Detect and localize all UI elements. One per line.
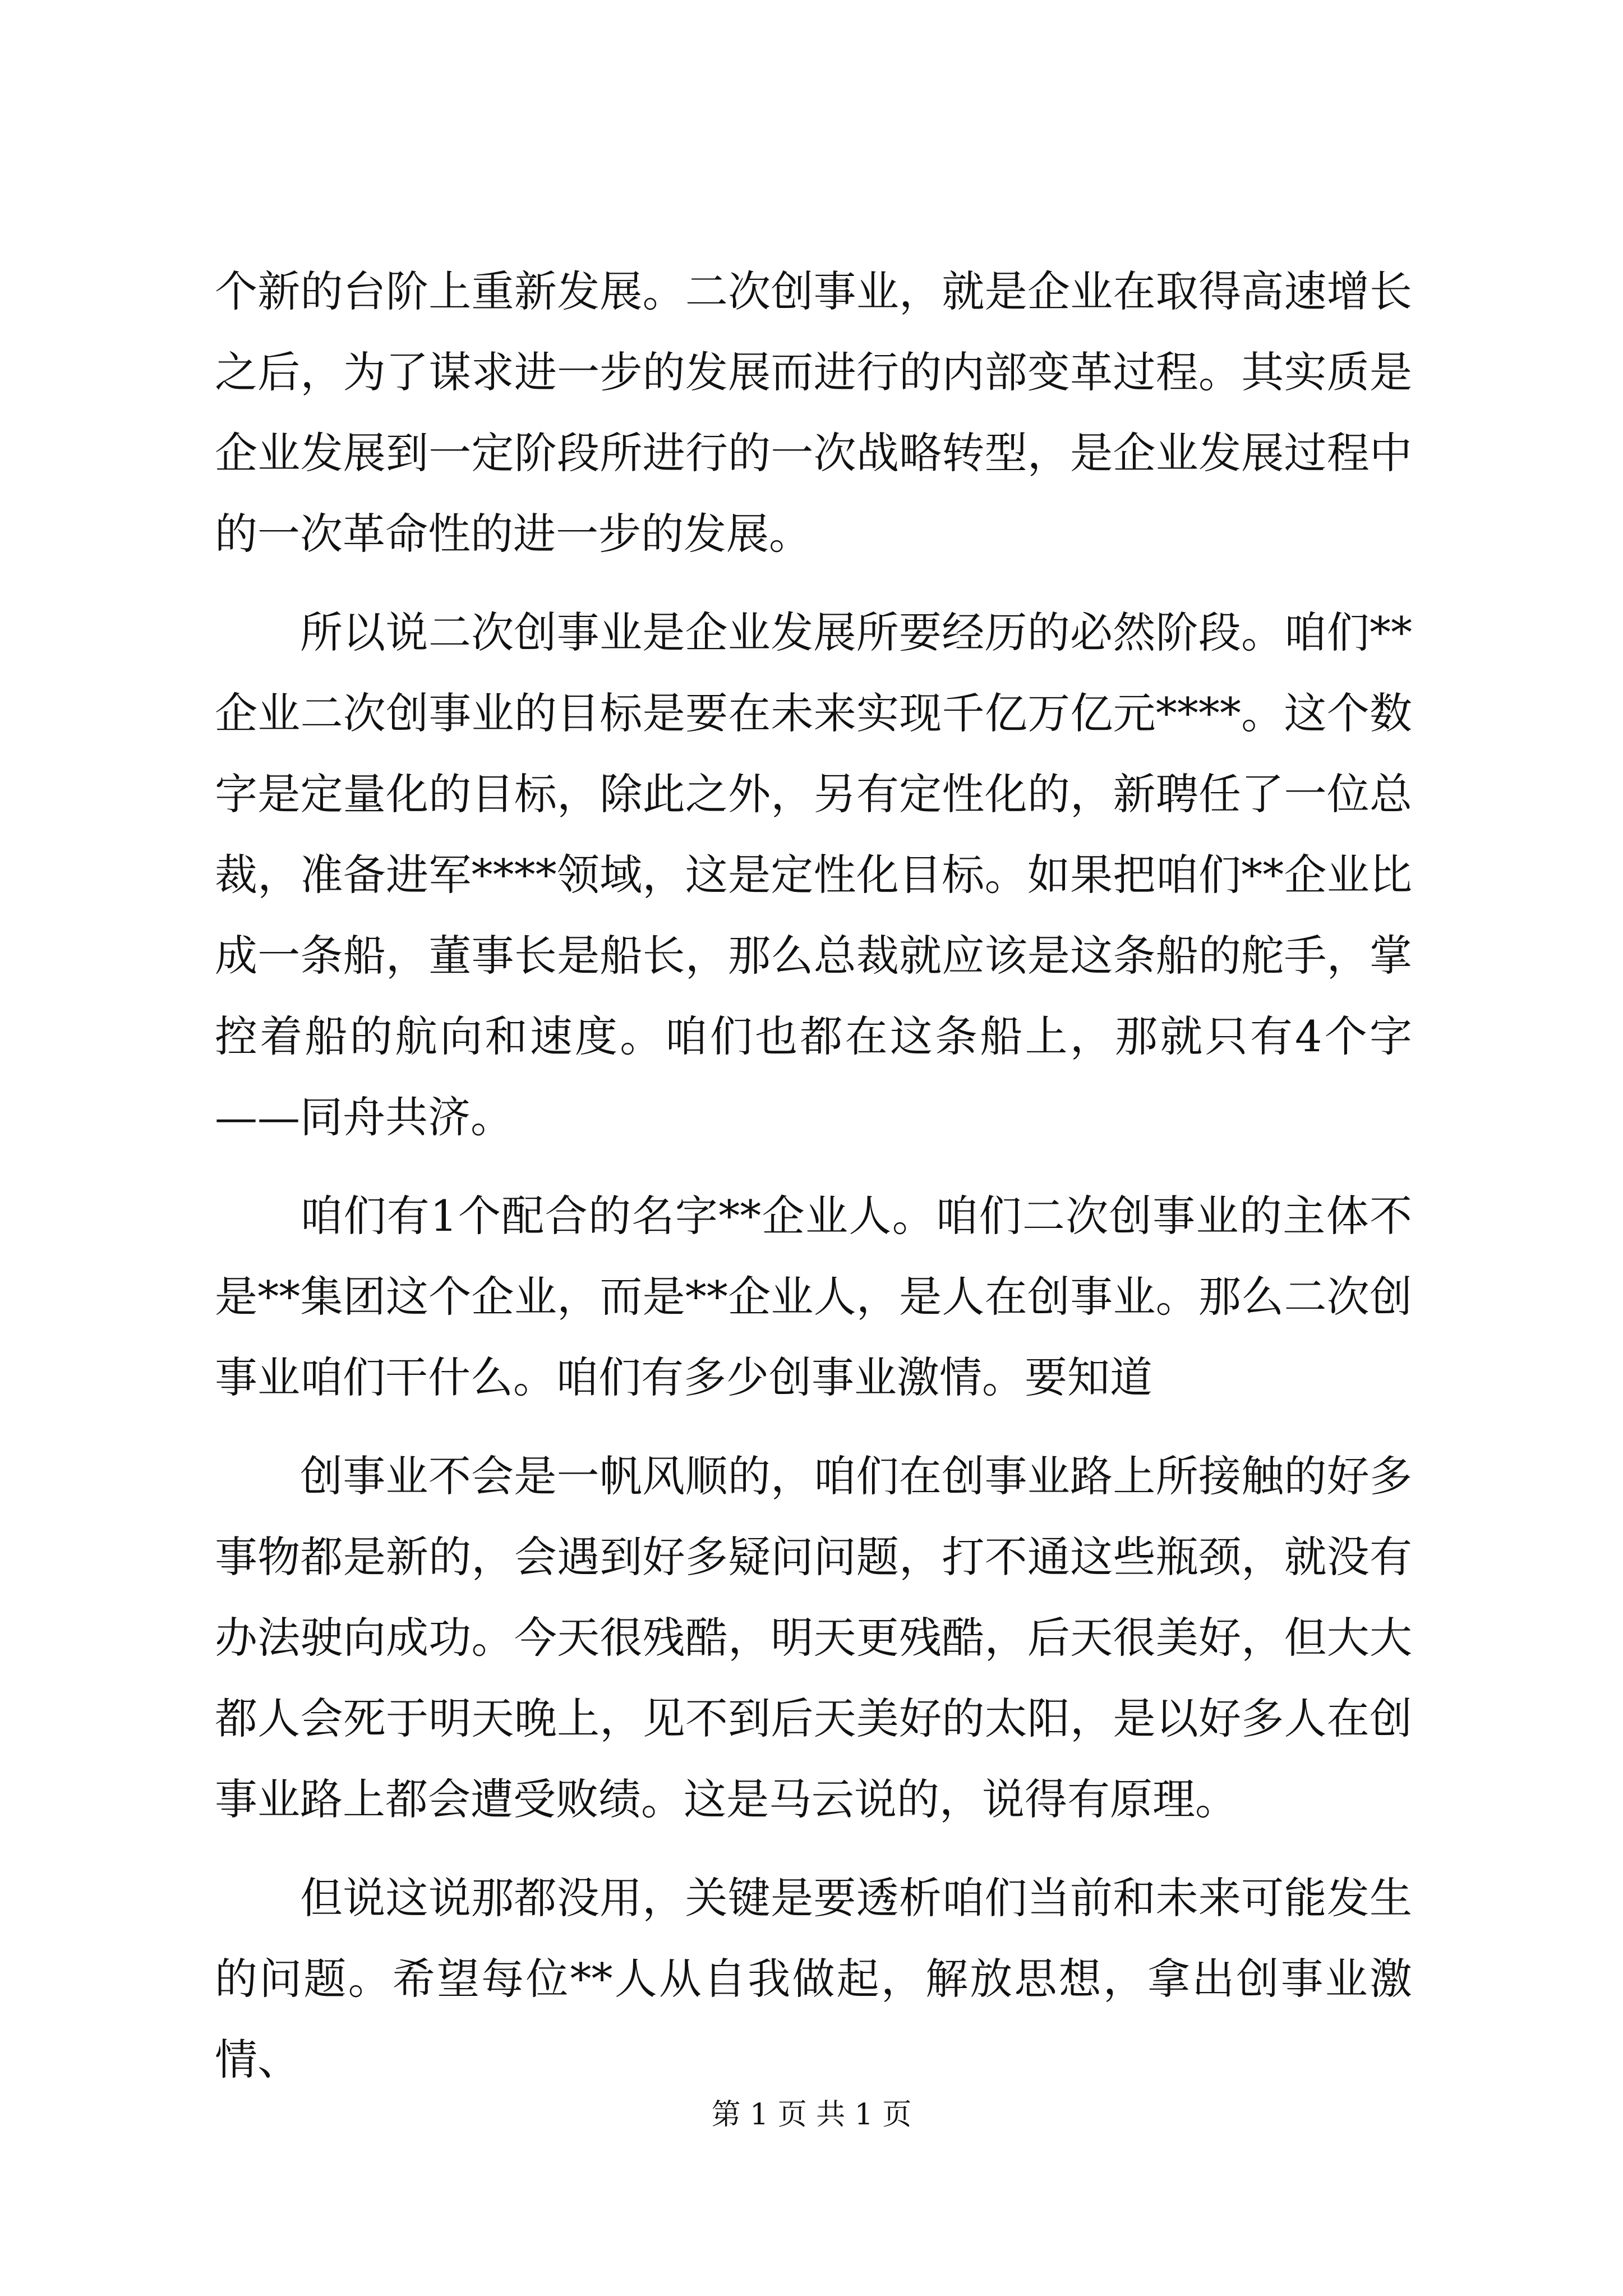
paragraph-4: 创事业不会是一帆风顺的，咱们在创事业路上所接触的好多事物都是新的，会遇到好多疑问问题，打不通这些瓶颈，就没有办法驶向成功。今天很残酷，明天更残酷，后天很美好，但大大都人会死于明天晚上，见不到后天美好的太阳，是以好多人在创事业路上都会遭受败绩。这是马云说的，说得有原理。 <box>215 1451 1412 1824</box>
document-body <box>215 251 1412 2118</box>
paragraph-5: 但说这说那都没用，关键是要透析咱们当前和未来可能发生的问题。希望每位**人从自我做起，解放思想，拿出创事业激情、 <box>215 1873 1412 2085</box>
paragraph-1: 个新的台阶上重新发展。二次创事业，就是企业在取得高速增长之后，为了谋求进一步的发展而进行的内部变革过程。其实质是企业发展到一定阶段所进行的一次战略转型，是企业发展过程中的一次革命性的进一步的发展。 <box>215 266 1412 559</box>
paragraph-3: 咱们有1个配合的名字**企业人。咱们二次创事业的主体不是**集团这个企业，而是**企业人，是人在创事业。那么二次创事业咱们干什么。咱们有多少创事业激情。要知道 <box>215 1191 1412 1402</box>
paragraph-2: 所以说二次创事业是企业发展所要经历的必然阶段。咱们**企业二次创事业的目标是要在未来实现千亿万亿元****。这个数字是定量化的目标，除此之外，另有定性化的，新聘任了一位总裁，准备进军****领域，这是定性化目标。如果把咱们**企业比成一条船，董事长是船长，那么总裁就应该是这条船的舵手，掌控着船的航向和速度。咱们也都在这条船上，那就只有4个字——同舟共济。 <box>215 608 1412 1142</box>
page-footer: 第 1 页 共 1 页 <box>711 2098 912 2132</box>
